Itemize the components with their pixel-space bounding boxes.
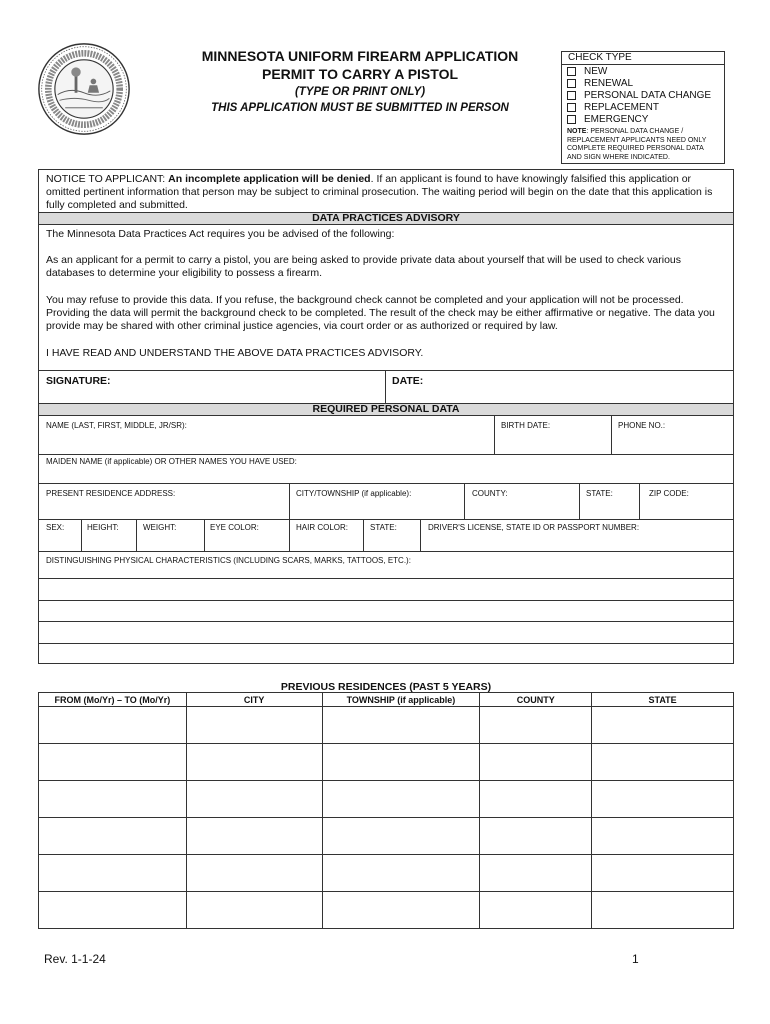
divider — [639, 483, 640, 519]
column-header-dates: FROM (Mo/Yr) – TO (Mo/Yr) — [39, 693, 187, 707]
notice-lead: NOTICE TO APPLICANT: — [46, 173, 166, 185]
divider — [39, 519, 733, 520]
option-label: RENEWAL — [584, 77, 634, 89]
table-cell[interactable] — [480, 707, 592, 744]
check-type-note — [562, 128, 724, 162]
previous-residences-table — [38, 692, 734, 929]
column-header-county: COUNTY — [480, 693, 592, 707]
checkbox[interactable] — [567, 67, 576, 76]
checkbox[interactable] — [567, 103, 576, 112]
table-row — [39, 892, 734, 929]
weight-field[interactable]: WEIGHT: — [143, 523, 177, 532]
note-label: NOTE — [567, 128, 587, 135]
table-cell[interactable] — [322, 818, 480, 855]
option-label: PERSONAL DATA CHANGE — [584, 89, 712, 101]
table-cell[interactable] — [480, 818, 592, 855]
table-cell[interactable] — [480, 892, 592, 929]
column-header-city: CITY — [186, 693, 322, 707]
address-field[interactable]: PRESENT RESIDENCE ADDRESS: — [46, 489, 176, 498]
state-seal-logo — [37, 42, 131, 136]
form-title-block — [150, 47, 570, 115]
type-instruction: (TYPE OR PRINT ONLY) — [294, 86, 426, 98]
table-cell[interactable] — [322, 892, 480, 929]
table-cell[interactable] — [592, 892, 734, 929]
table-row — [39, 818, 734, 855]
table-cell[interactable] — [39, 818, 187, 855]
divider — [39, 600, 733, 601]
required-personal-data-heading: REQUIRED PERSONAL DATA — [39, 403, 733, 416]
divider — [39, 643, 733, 644]
eye-color-field[interactable]: EYE COLOR: — [210, 523, 259, 532]
table-row — [39, 707, 734, 744]
table-cell[interactable] — [39, 781, 187, 818]
county-field[interactable]: COUNTY: — [472, 489, 508, 498]
divider — [611, 416, 612, 454]
page-number: 1 — [632, 952, 639, 966]
table-cell[interactable] — [592, 855, 734, 892]
column-header-township: TOWNSHIP (if applicable) — [322, 693, 480, 707]
signature-field[interactable]: SIGNATURE: — [46, 375, 111, 387]
divider — [420, 519, 421, 551]
column-header-state: STATE — [592, 693, 734, 707]
note-text: : PERSONAL DATA CHANGE / REPLACEMENT APPLICANTS NEED ONLY COMPLETE REQUIRED PERSONAL DATA AND SIGN WHERE INDICATED. — [567, 128, 707, 161]
table-cell[interactable] — [480, 744, 592, 781]
table-cell[interactable] — [186, 744, 322, 781]
divider — [81, 519, 82, 551]
check-option-personal-data-change[interactable] — [562, 89, 724, 101]
application-form — [38, 169, 734, 664]
table-cell[interactable] — [480, 855, 592, 892]
notice-bold: An incomplete application will be denied — [168, 173, 371, 185]
table-cell[interactable] — [39, 744, 187, 781]
check-type-label: CHECK TYPE — [562, 52, 724, 65]
notice-text: . If an applicant is found to have knowingly falsified this application or omitted pertinent information that person may be subject to criminal prosecution. The waiting period will begin on the date that this application is fully completed and submitted. — [46, 173, 713, 211]
table-cell[interactable] — [186, 855, 322, 892]
hair-color-field[interactable]: HAIR COLOR: — [296, 523, 349, 532]
city-township-field[interactable]: CITY/TOWNSHIP (if applicable): — [296, 489, 412, 498]
divider — [363, 519, 364, 551]
divider — [464, 483, 465, 519]
advisory-paragraph-1: The Minnesota Data Practices Act requires you be advised of the following: — [46, 228, 395, 240]
table-cell[interactable] — [592, 707, 734, 744]
table-cell[interactable] — [322, 744, 480, 781]
divider — [39, 370, 733, 371]
option-label: EMERGENCY — [584, 113, 649, 125]
advisory-paragraph-2: As an applicant for a permit to carry a pistol, you are being asked to provide private data about yourself that will be used to check various databases to determine your eligibility to possess a firearm. — [46, 254, 682, 279]
table-cell[interactable] — [39, 707, 187, 744]
table-cell[interactable] — [322, 781, 480, 818]
table-cell[interactable] — [186, 781, 322, 818]
table-row — [39, 781, 734, 818]
checkbox[interactable] — [567, 79, 576, 88]
divider — [39, 578, 733, 579]
license-state-field[interactable]: STATE: — [370, 523, 397, 532]
phone-field[interactable]: PHONE NO.: — [618, 421, 666, 430]
check-type-box — [561, 51, 725, 164]
birth-date-field[interactable]: BIRTH DATE: — [501, 421, 551, 430]
table-row — [39, 855, 734, 892]
divider — [289, 519, 290, 551]
check-option-renewal[interactable] — [562, 77, 724, 89]
table-cell[interactable] — [39, 892, 187, 929]
table-cell[interactable] — [592, 818, 734, 855]
advisory-paragraph-4: I HAVE READ AND UNDERSTAND THE ABOVE DATA PRACTICES ADVISORY. — [46, 347, 424, 359]
table-cell[interactable] — [322, 707, 480, 744]
checkbox[interactable] — [567, 91, 576, 100]
divider — [579, 483, 580, 519]
divider — [39, 551, 733, 552]
divider — [494, 416, 495, 454]
divider — [39, 483, 733, 484]
table-header-row — [39, 693, 734, 707]
table-cell[interactable] — [186, 818, 322, 855]
distinguishing-characteristics-field[interactable]: DISTINGUISHING PHYSICAL CHARACTERISTICS (INCLUDING SCARS, MARKS, TATTOOS, ETC.): — [46, 556, 411, 565]
check-option-new[interactable] — [562, 65, 724, 77]
maiden-name-field[interactable]: MAIDEN NAME (if applicable) OR OTHER NAMES YOU HAVE USED: — [46, 457, 297, 466]
table-cell[interactable] — [186, 707, 322, 744]
divider — [136, 519, 137, 551]
checkbox[interactable] — [567, 115, 576, 124]
table-cell[interactable] — [322, 855, 480, 892]
advisory-paragraph-3: You may refuse to provide this data. If you refuse, the background check cannot be completed and your application will not be processed. Providing the data will permit the background check to be completed. The result of the check may be either affirmative or negative. The data you provide may be shared with other criminal justice agencies, via court order or as authorized or required by law. — [46, 294, 715, 332]
check-option-replacement[interactable] — [562, 101, 724, 113]
data-practices-heading: DATA PRACTICES ADVISORY — [39, 212, 733, 225]
divider — [39, 454, 733, 455]
table-cell[interactable] — [592, 744, 734, 781]
height-field[interactable]: HEIGHT: — [87, 523, 119, 532]
name-field[interactable]: NAME (LAST, FIRST, MIDDLE, JR/SR): — [46, 421, 187, 430]
option-label: NEW — [584, 65, 608, 77]
divider — [204, 519, 205, 551]
table-cell[interactable] — [39, 855, 187, 892]
form-title: MINNESOTA UNIFORM FIREARM APPLICATION — [201, 48, 519, 64]
previous-residences-heading: PREVIOUS RESIDENCES (PAST 5 YEARS) — [280, 681, 492, 693]
table-cell[interactable] — [186, 892, 322, 929]
sex-field[interactable]: SEX: — [46, 523, 65, 532]
form-subtitle: PERMIT TO CARRY A PISTOL — [261, 66, 459, 82]
option-label: REPLACEMENT — [584, 101, 660, 113]
check-option-emergency[interactable] — [562, 113, 724, 125]
table-cell[interactable] — [592, 781, 734, 818]
in-person-instruction: THIS APPLICATION MUST BE SUBMITTED IN PERSON — [211, 102, 509, 114]
table-cell[interactable] — [480, 781, 592, 818]
state-field[interactable]: STATE: — [586, 489, 613, 498]
zip-code-field[interactable]: ZIP CODE: — [649, 489, 689, 498]
revision-label: Rev. 1-1-24 — [44, 952, 106, 966]
table-row — [39, 744, 734, 781]
divider — [39, 621, 733, 622]
notice-to-applicant — [46, 173, 726, 212]
date-field[interactable]: DATE: — [392, 375, 424, 387]
license-number-field[interactable]: DRIVER'S LICENSE, STATE ID OR PASSPORT NUMBER: — [428, 523, 640, 532]
divider — [289, 483, 290, 519]
divider — [385, 370, 386, 403]
